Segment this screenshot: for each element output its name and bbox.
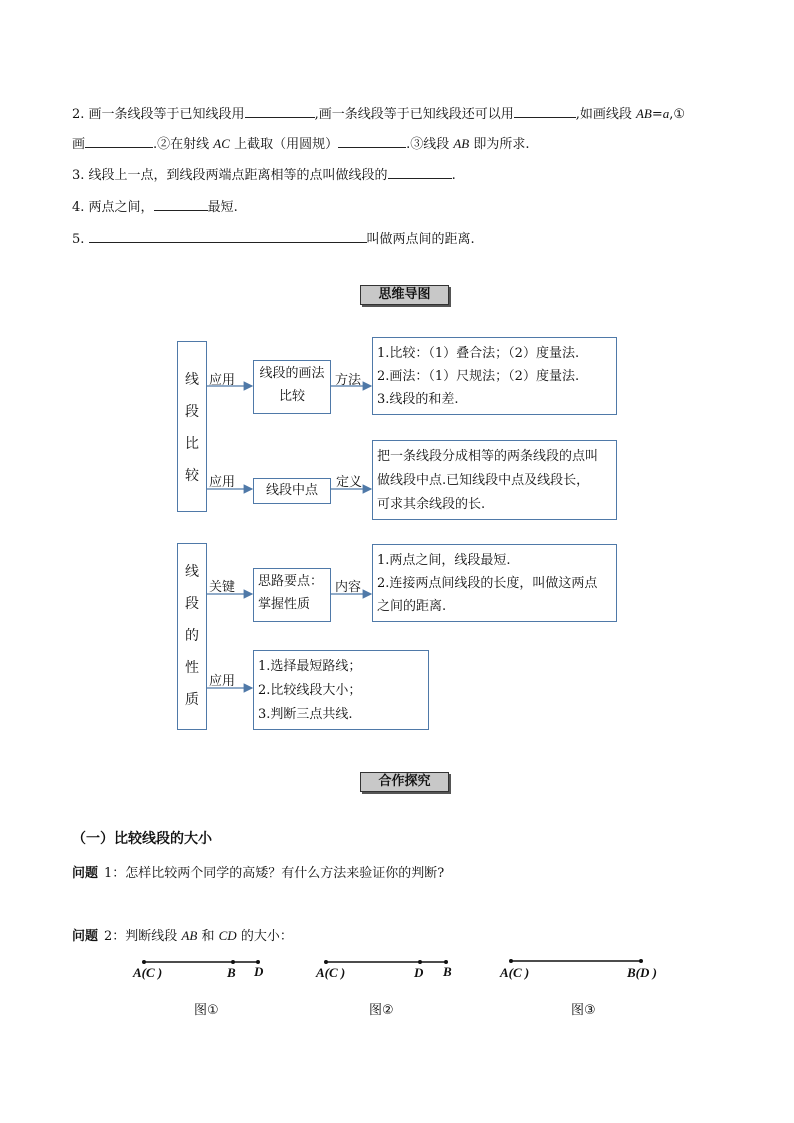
figure-3-point-a — [509, 959, 513, 963]
fill-blank[interactable] — [85, 134, 153, 148]
item-number: 2. — [72, 107, 85, 122]
figure-1-point-b — [231, 960, 235, 964]
figure-2-label-mid: D — [414, 965, 424, 980]
figure-1-caption: 图① — [194, 1003, 219, 1018]
fill-blank[interactable] — [514, 104, 576, 118]
item-2-line-2: 画 .②在射线 AC 上截取（用圆规） .③线段 AB 即为所求. — [72, 136, 530, 152]
fill-blank[interactable] — [338, 134, 406, 148]
item-4: 4. 两点之间， 最短. — [72, 197, 238, 217]
mindmap-node-draw-compare: 线段的画法 比较 — [253, 360, 331, 414]
mindmap-detail-applications: 1.选择最短路线； 2.比较线段大小； 3.判断三点共线. — [253, 650, 429, 730]
edge-label-apply: 应用 — [209, 373, 236, 388]
mindmap-root-compare: 线 段 比 较 — [177, 341, 207, 512]
edge-label-method: 方法 — [335, 373, 362, 388]
figure-2-point-a — [324, 960, 328, 964]
section-title-mindmap: 思维导图 — [360, 285, 449, 305]
fill-blank[interactable] — [89, 229, 367, 243]
edge-label-apply: 应用 — [209, 674, 236, 689]
question-1: 问题 1：怎样比较两个同学的高矮？有什么方法来验证你的判断? — [72, 866, 445, 881]
mindmap-detail-content: 1.两点之间，线段最短. 2.连接两点间线段的长度，叫做这两点 之间的距离. — [372, 544, 617, 622]
item-5: 5. 叫做两点间的距离. — [72, 229, 475, 249]
figure-2-label-left: A(C ) — [316, 965, 346, 980]
mindmap-node-key-points: 思路要点： 掌握性质 — [253, 568, 331, 622]
figure-2-caption: 图② — [369, 1003, 394, 1018]
subsection-heading: （一）比较线段的大小 — [72, 831, 212, 847]
figure-2-label-right: B — [443, 964, 452, 979]
figure-3-label-right: B(D ) — [627, 965, 657, 980]
edge-label-definition: 定义 — [336, 475, 363, 490]
fill-blank[interactable] — [245, 104, 315, 118]
edge-label-key: 关键 — [209, 580, 236, 595]
mindmap-detail-methods: 1.比较：（1）叠合法；（2）度量法. 2.画法：（1）尺规法；（2）度量法. 3.线段的和差. — [372, 337, 617, 415]
figure-3-label-left: A(C ) — [500, 965, 530, 980]
mindmap-root-properties: 线 段 的 性 质 — [177, 543, 207, 730]
question-2: 问题 2：判断线段 AB 和 CD 的大小： — [72, 928, 293, 944]
figure-1-point-a — [142, 960, 146, 964]
edge-label-apply: 应用 — [209, 475, 236, 490]
item-3: 3. 线段上一点，到线段两端点距离相等的点叫做线段的 . — [72, 165, 456, 185]
fill-blank[interactable] — [388, 165, 452, 179]
edge-label-content: 内容 — [335, 580, 362, 595]
figure-2-point-d — [418, 960, 422, 964]
mindmap-detail-midpoint: 把一条线段分成相等的两条线段的点叫 做线段中点.已知线段中点及线段长， 可求其余线段的长. — [372, 440, 617, 520]
figure-3-point-b — [639, 959, 643, 963]
figure-1-label-left: A(C ) — [133, 965, 163, 980]
figure-3-caption: 图③ — [571, 1003, 596, 1018]
figure-1-label-right: D — [254, 964, 264, 979]
fill-blank[interactable] — [154, 197, 208, 211]
mindmap-node-midpoint: 线段中点 — [253, 478, 331, 504]
section-title-cooperate: 合作探究 — [360, 772, 449, 792]
item-2-line-1: 2. 画一条线段等于已知线段用 ,画一条线段等于已知线段还可以用 ,如画线段 AB=a,① — [72, 106, 686, 122]
figure-1-label-mid: B — [227, 965, 236, 980]
